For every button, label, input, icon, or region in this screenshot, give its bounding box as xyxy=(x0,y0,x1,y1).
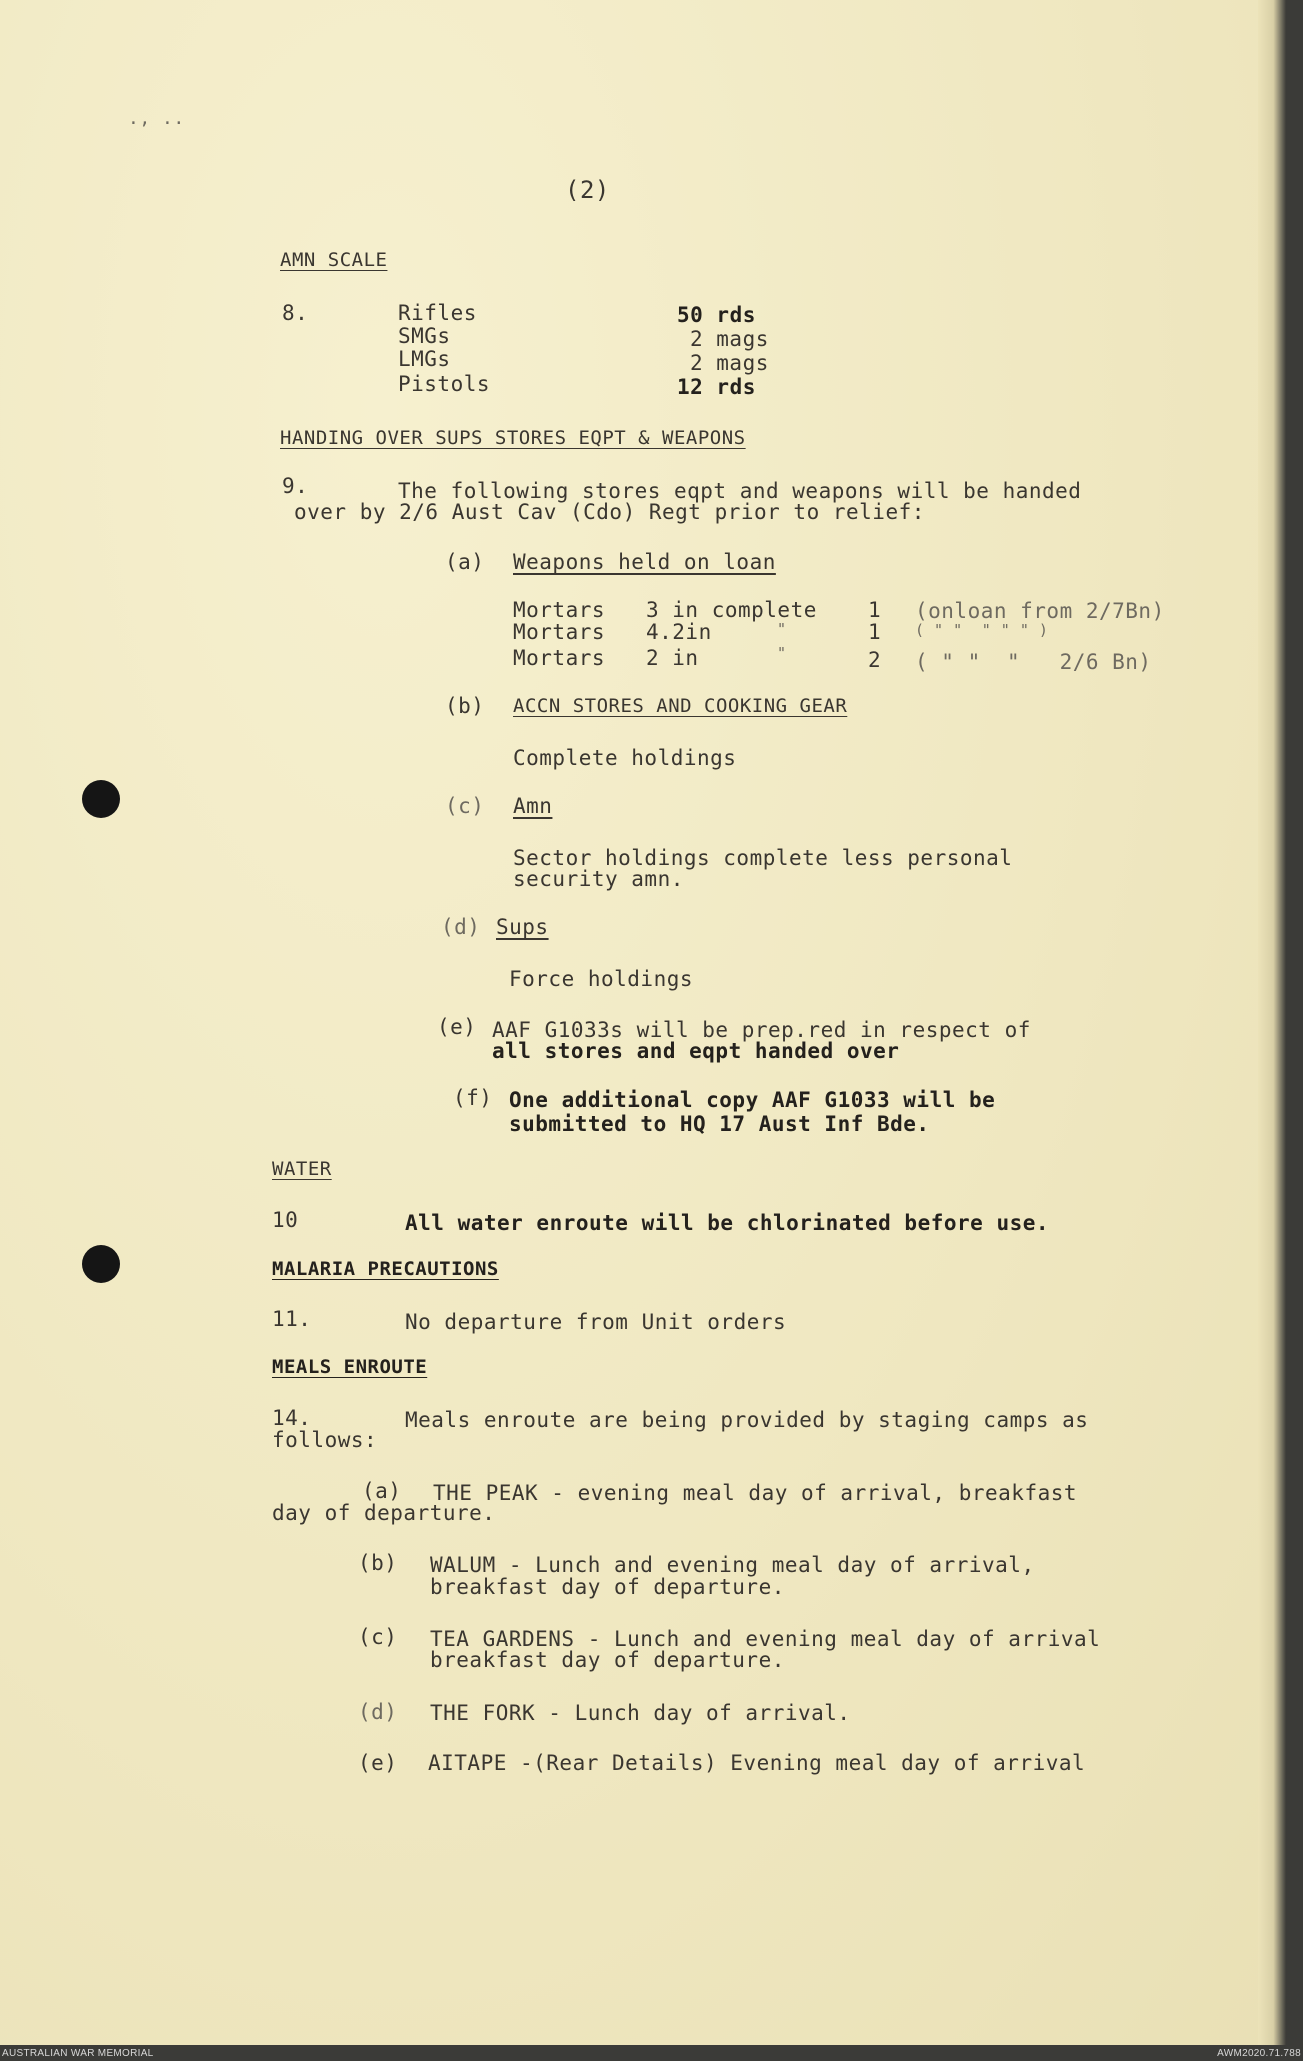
page-number: (2) xyxy=(565,176,610,204)
meals-heading: MEALS ENROUTE xyxy=(272,1356,428,1378)
para-9-number: 9. xyxy=(282,474,309,498)
copy-text: One additional copy AAF G1033 will be xyxy=(509,1088,996,1112)
meal-line: THE FORK - Lunch day of arrival. xyxy=(430,1701,851,1725)
sub-label: (f) xyxy=(453,1086,493,1110)
amn-item: Rifles xyxy=(398,301,477,325)
punch-hole xyxy=(82,780,120,818)
sub-label: (c) xyxy=(358,1625,398,1649)
meal-line: WALUM - Lunch and evening meal day of arrival, xyxy=(430,1553,1035,1577)
amn-item: Pistols xyxy=(398,372,491,396)
para-10-number: 10 xyxy=(272,1208,299,1232)
mortar-size: 2 in xyxy=(646,646,699,670)
water-heading: WATER xyxy=(272,1158,332,1180)
amn-item: SMGs xyxy=(398,324,451,348)
accn-stores-text: Complete holdings xyxy=(513,746,737,770)
mortar-size: 3 in complete xyxy=(646,598,817,622)
amn-qty: 2 mags xyxy=(690,327,769,351)
mortar-qty: 2 xyxy=(868,648,882,672)
meal-line: day of departure. xyxy=(272,1501,496,1525)
footer-left: AUSTRALIAN WAR MEMORIAL xyxy=(2,2048,154,2059)
para-9-intro: The following stores eqpt and weapons will be handed xyxy=(398,479,1082,503)
sub-label: (e) xyxy=(437,1015,477,1039)
sub-label: (a) xyxy=(445,550,485,574)
sub-label: (b) xyxy=(445,694,485,718)
amn-text: security amn. xyxy=(513,867,684,891)
meals-intro: follows: xyxy=(272,1428,378,1452)
amn-scale-heading: AMN SCALE xyxy=(280,249,388,271)
amn-subheading: Amn xyxy=(513,794,553,818)
mortar-name: Mortars xyxy=(513,598,606,622)
mortar-qty: 1 xyxy=(868,620,882,644)
amn-item: LMGs xyxy=(398,347,451,371)
sub-label: (a) xyxy=(362,1479,402,1503)
copy-text: submitted to HQ 17 Aust Inf Bde. xyxy=(509,1112,930,1136)
sups-subheading: Sups xyxy=(496,915,549,939)
amn-qty: 12 rds xyxy=(677,375,756,399)
para-11-number: 11. xyxy=(272,1307,312,1331)
sub-label: (b) xyxy=(358,1551,398,1575)
amn-qty: 50 rds xyxy=(677,303,756,327)
amn-text: Sector holdings complete less personal xyxy=(513,846,1013,870)
para-8-number: 8. xyxy=(282,301,309,325)
para-14-number: 14. xyxy=(272,1406,312,1430)
footer-right: AWM2020.71.788 xyxy=(1217,2048,1301,2059)
mortar-ditto: " xyxy=(777,620,787,638)
sub-label: (d) xyxy=(358,1700,398,1724)
sub-label: (d) xyxy=(441,915,481,939)
sub-label: (e) xyxy=(358,1751,398,1775)
water-text: All water enroute will be chlorinated before use. xyxy=(405,1211,1050,1235)
mortar-ditto: " xyxy=(777,644,787,662)
paper-edge xyxy=(1258,0,1286,2045)
g1033-text: all stores and eqpt handed over xyxy=(492,1039,900,1063)
meal-line: breakfast day of departure. xyxy=(430,1575,785,1599)
mortar-name: Mortars xyxy=(513,620,606,644)
weapons-on-loan-heading: Weapons held on loan xyxy=(513,550,776,574)
meal-line: breakfast day of departure. xyxy=(430,1648,785,1672)
meal-line: AITAPE -(Rear Details) Evening meal day of arrival xyxy=(428,1751,1086,1775)
meals-intro: Meals enroute are being provided by staging camps as xyxy=(405,1408,1089,1432)
mortar-size: 4.2in xyxy=(646,620,712,644)
meal-line: TEA GARDENS - Lunch and evening meal day of arrival xyxy=(430,1627,1101,1651)
mortar-name: Mortars xyxy=(513,646,606,670)
mortar-note: ( " " " 2/6 Bn) xyxy=(915,650,1152,674)
sups-text: Force holdings xyxy=(509,967,694,991)
mortar-qty: 1 xyxy=(868,598,882,622)
amn-qty: 2 mags xyxy=(690,351,769,375)
sub-label: (c) xyxy=(445,794,485,818)
mortar-note: (onloan from 2/7Bn) xyxy=(915,599,1165,623)
para-9-intro: over by 2/6 Aust Cav (Cdo) Regt prior to relief: xyxy=(294,500,925,524)
malaria-text: No departure from Unit orders xyxy=(405,1310,787,1334)
malaria-heading: MALARIA PRECAUTIONS xyxy=(272,1258,499,1280)
meal-line: THE PEAK - evening meal day of arrival, breakfast xyxy=(433,1481,1078,1505)
mortar-note: ( " " " " " ) xyxy=(915,621,1049,639)
handing-over-heading: HANDING OVER SUPS STORES EQPT & WEAPONS xyxy=(280,427,746,449)
accn-stores-heading: ACCN STORES AND COOKING GEAR xyxy=(513,695,848,717)
g1033-text: AAF G1033s will be prep.red in respect of xyxy=(492,1018,1031,1042)
punch-hole xyxy=(82,1245,120,1283)
corner-marks: ., .. xyxy=(128,108,185,129)
